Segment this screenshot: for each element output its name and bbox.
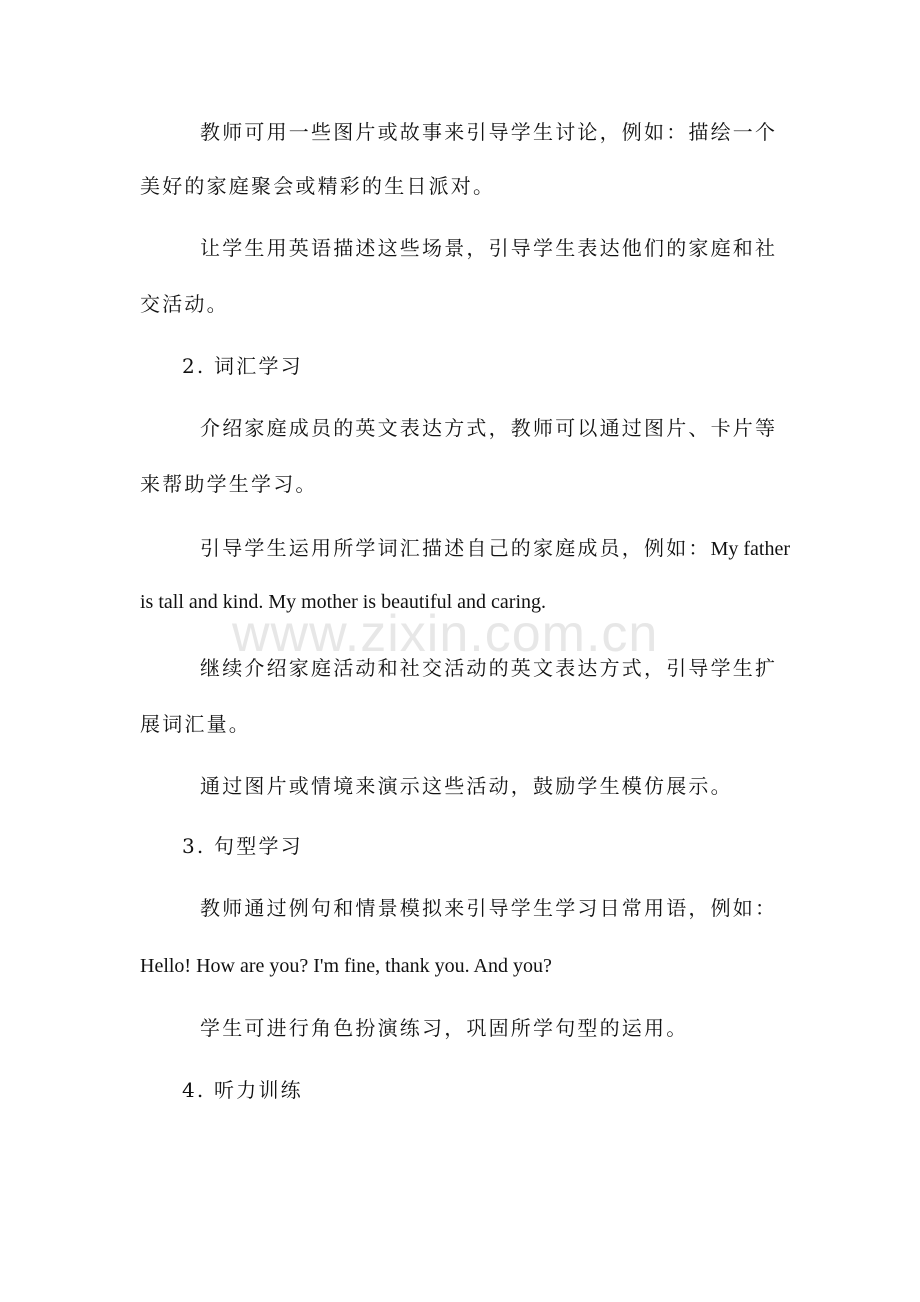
paragraph-line: is tall and kind. My mother is beautiful and caring. xyxy=(140,591,547,613)
paragraph-line-cn: 引导学生运用所学词汇描述自己的家庭成员，例如： xyxy=(200,536,711,560)
paragraph-line: 介绍家庭成员的英文表达方式，教师可以通过图片、卡片等 xyxy=(200,416,778,440)
paragraph-line: 来帮助学生学习。 xyxy=(140,472,318,496)
section-heading-sentence-patterns: 3. 句型学习 xyxy=(182,834,303,858)
section-heading-vocabulary: 2. 词汇学习 xyxy=(182,354,303,378)
section-heading-listening: 4. 听力训练 xyxy=(182,1078,303,1102)
paragraph-line: 教师通过例句和情景模拟来引导学生学习日常用语，例如： xyxy=(200,896,778,920)
paragraph-line: 教师可用一些图片或故事来引导学生讨论，例如：描绘一个 xyxy=(200,120,778,144)
paragraph-line: Hello! How are you? I'm fine, thank you. And you? xyxy=(140,955,552,977)
paragraph-line-en: My father xyxy=(710,538,791,560)
paragraph-line: 通过图片或情境来演示这些活动，鼓励学生模仿展示。 xyxy=(200,774,733,798)
paragraph-line: 展词汇量。 xyxy=(140,712,251,736)
paragraph-line: 美好的家庭聚会或精彩的生日派对。 xyxy=(140,174,496,198)
paragraph-line: 学生可进行角色扮演练习，巩固所学句型的运用。 xyxy=(200,1016,689,1040)
paragraph-line: 继续介绍家庭活动和社交活动的英文表达方式，引导学生扩 xyxy=(200,656,778,680)
watermark: www.zixin.com.cn xyxy=(232,605,659,663)
paragraph-line xyxy=(200,534,850,563)
paragraph-line: 交活动。 xyxy=(140,292,229,316)
paragraph-line: 让学生用英语描述这些场景，引导学生表达他们的家庭和社 xyxy=(200,236,778,260)
